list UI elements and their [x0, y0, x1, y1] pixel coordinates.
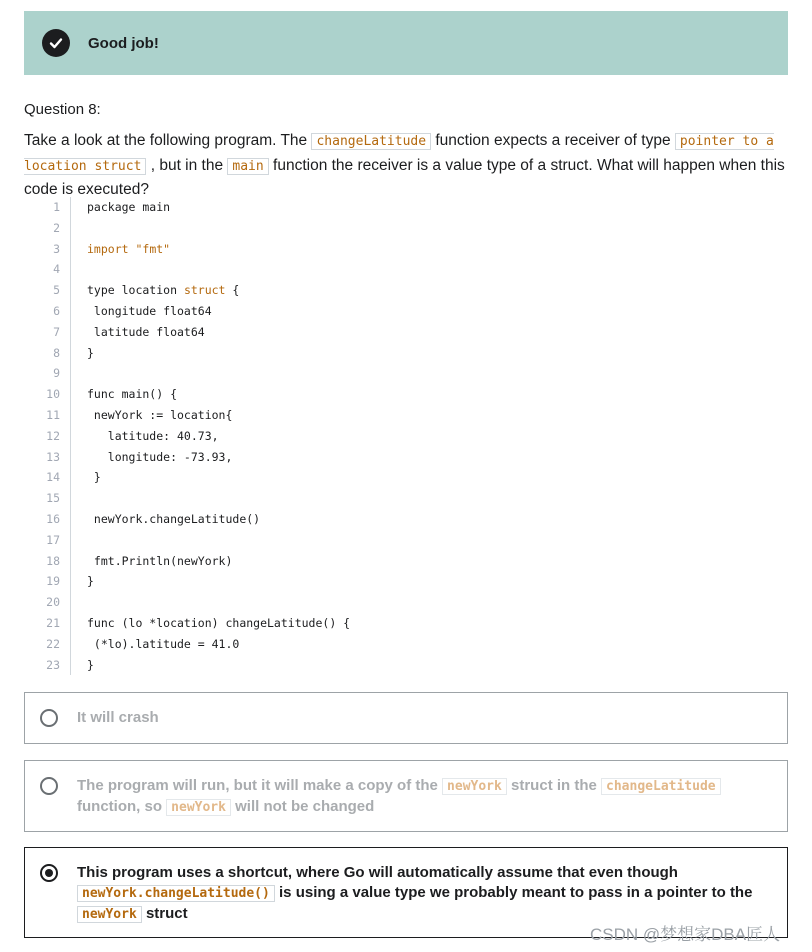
line-number: 22	[30, 634, 71, 655]
code-line	[30, 592, 770, 613]
prompt-text: , but in the	[146, 156, 228, 174]
inline-code: main	[227, 158, 268, 175]
answer-option-a[interactable]	[24, 692, 788, 744]
code-line	[30, 218, 770, 239]
code-line	[30, 467, 770, 488]
code-text: func main() {	[87, 387, 178, 402]
check-circle-icon	[42, 29, 70, 57]
line-number: 20	[30, 592, 71, 613]
line-number: 12	[30, 426, 71, 447]
code-text: func (lo *location) changeLatitude() {	[87, 615, 351, 630]
code-line	[30, 551, 770, 572]
question-prompt	[24, 129, 794, 202]
code-line	[30, 426, 770, 447]
code-line	[30, 530, 770, 551]
code-line	[30, 301, 770, 322]
line-number: 7	[30, 322, 71, 343]
inline-code: changeLatitude	[601, 778, 721, 795]
line-number: 2	[30, 218, 71, 239]
code-line	[30, 384, 770, 405]
radio-button[interactable]	[40, 777, 58, 795]
line-number: 23	[30, 655, 71, 676]
inline-code: newYork	[77, 906, 142, 923]
line-number: 16	[30, 509, 71, 530]
line-number: 18	[30, 551, 71, 572]
answer-option-b[interactable]	[24, 760, 788, 832]
code-text: }	[87, 574, 94, 589]
option-text	[77, 776, 769, 818]
code-text	[71, 363, 87, 384]
option-text-part: function, so	[77, 798, 167, 815]
banner-text: Good job!	[88, 34, 159, 52]
option-text-part: will not be changed	[230, 798, 375, 815]
code-block	[30, 197, 770, 675]
code-text: type location struct {	[87, 283, 240, 298]
code-text	[71, 488, 87, 509]
code-line	[30, 655, 770, 676]
line-number: 5	[30, 280, 71, 301]
question-number: Question 8:	[24, 101, 101, 118]
line-number: 13	[30, 447, 71, 468]
code-text: import "fmt"	[87, 241, 171, 256]
inline-code: newYork	[166, 799, 231, 816]
prompt-text: function expects a receiver of type	[431, 132, 675, 149]
line-number: 21	[30, 613, 71, 634]
inline-code: changeLatitude	[311, 133, 431, 150]
inline-code: newYork	[442, 778, 507, 795]
code-text: (*lo).latitude = 41.0	[87, 636, 240, 651]
inline-code: newYork.changeLatitude()	[77, 885, 275, 902]
line-number: 10	[30, 384, 71, 405]
option-text-part: struct	[141, 905, 188, 922]
code-text	[71, 530, 87, 551]
option-text-part: struct in the	[506, 777, 602, 794]
code-line	[30, 571, 770, 592]
line-number: 4	[30, 259, 71, 280]
code-text: }	[87, 657, 94, 672]
code-text: newYork := location{	[87, 407, 233, 422]
code-line	[30, 280, 770, 301]
code-text: newYork.changeLatitude()	[87, 511, 261, 526]
code-text: fmt.Println(newYork)	[87, 553, 233, 568]
code-text: latitude: 40.73,	[87, 428, 219, 443]
code-line	[30, 343, 770, 364]
code-line	[30, 322, 770, 343]
code-line	[30, 259, 770, 280]
inline-code: pointer to a location struct	[24, 134, 774, 174]
code-line	[30, 405, 770, 426]
radio-button-selected[interactable]	[40, 864, 58, 882]
code-text: longitude: -73.93,	[87, 449, 233, 464]
code-line	[30, 613, 770, 634]
code-text	[71, 592, 87, 613]
line-number: 15	[30, 488, 71, 509]
line-number: 6	[30, 301, 71, 322]
line-number: 8	[30, 343, 71, 364]
code-text	[71, 218, 87, 239]
option-text-part: The program will run, but it will make a copy of the	[77, 777, 443, 794]
code-text: longitude float64	[87, 303, 212, 318]
option-text-part: is using a value type we probably meant to pass in a pointer to the	[274, 884, 753, 901]
code-text: latitude float64	[87, 324, 205, 339]
option-text: It will crash	[77, 709, 159, 726]
success-banner	[24, 11, 788, 75]
code-line	[30, 634, 770, 655]
code-line	[30, 197, 770, 218]
option-text-part: This program uses a shortcut, where Go will automatically assume that even though	[77, 864, 678, 881]
code-text: package main	[87, 200, 171, 214]
code-line	[30, 363, 770, 384]
option-text	[77, 863, 769, 925]
prompt-text: function the receiver is a value type of a struct. What will happen when this code is executed?	[24, 156, 785, 198]
prompt-text: Take a look at the following program. The	[24, 132, 312, 149]
code-line	[30, 239, 770, 260]
code-text: }	[87, 345, 94, 360]
watermark: CSDN @梦想家DBA匠人	[590, 925, 781, 944]
code-line	[30, 509, 770, 530]
line-number: 17	[30, 530, 71, 551]
radio-button[interactable]	[40, 709, 58, 727]
code-text	[71, 259, 87, 280]
code-line	[30, 488, 770, 509]
line-number: 14	[30, 467, 71, 488]
code-text: }	[87, 470, 101, 485]
line-number: 3	[30, 239, 71, 260]
line-number: 9	[30, 363, 71, 384]
line-number: 1	[30, 197, 71, 218]
line-number: 11	[30, 405, 71, 426]
line-number: 19	[30, 571, 71, 592]
code-line	[30, 447, 770, 468]
